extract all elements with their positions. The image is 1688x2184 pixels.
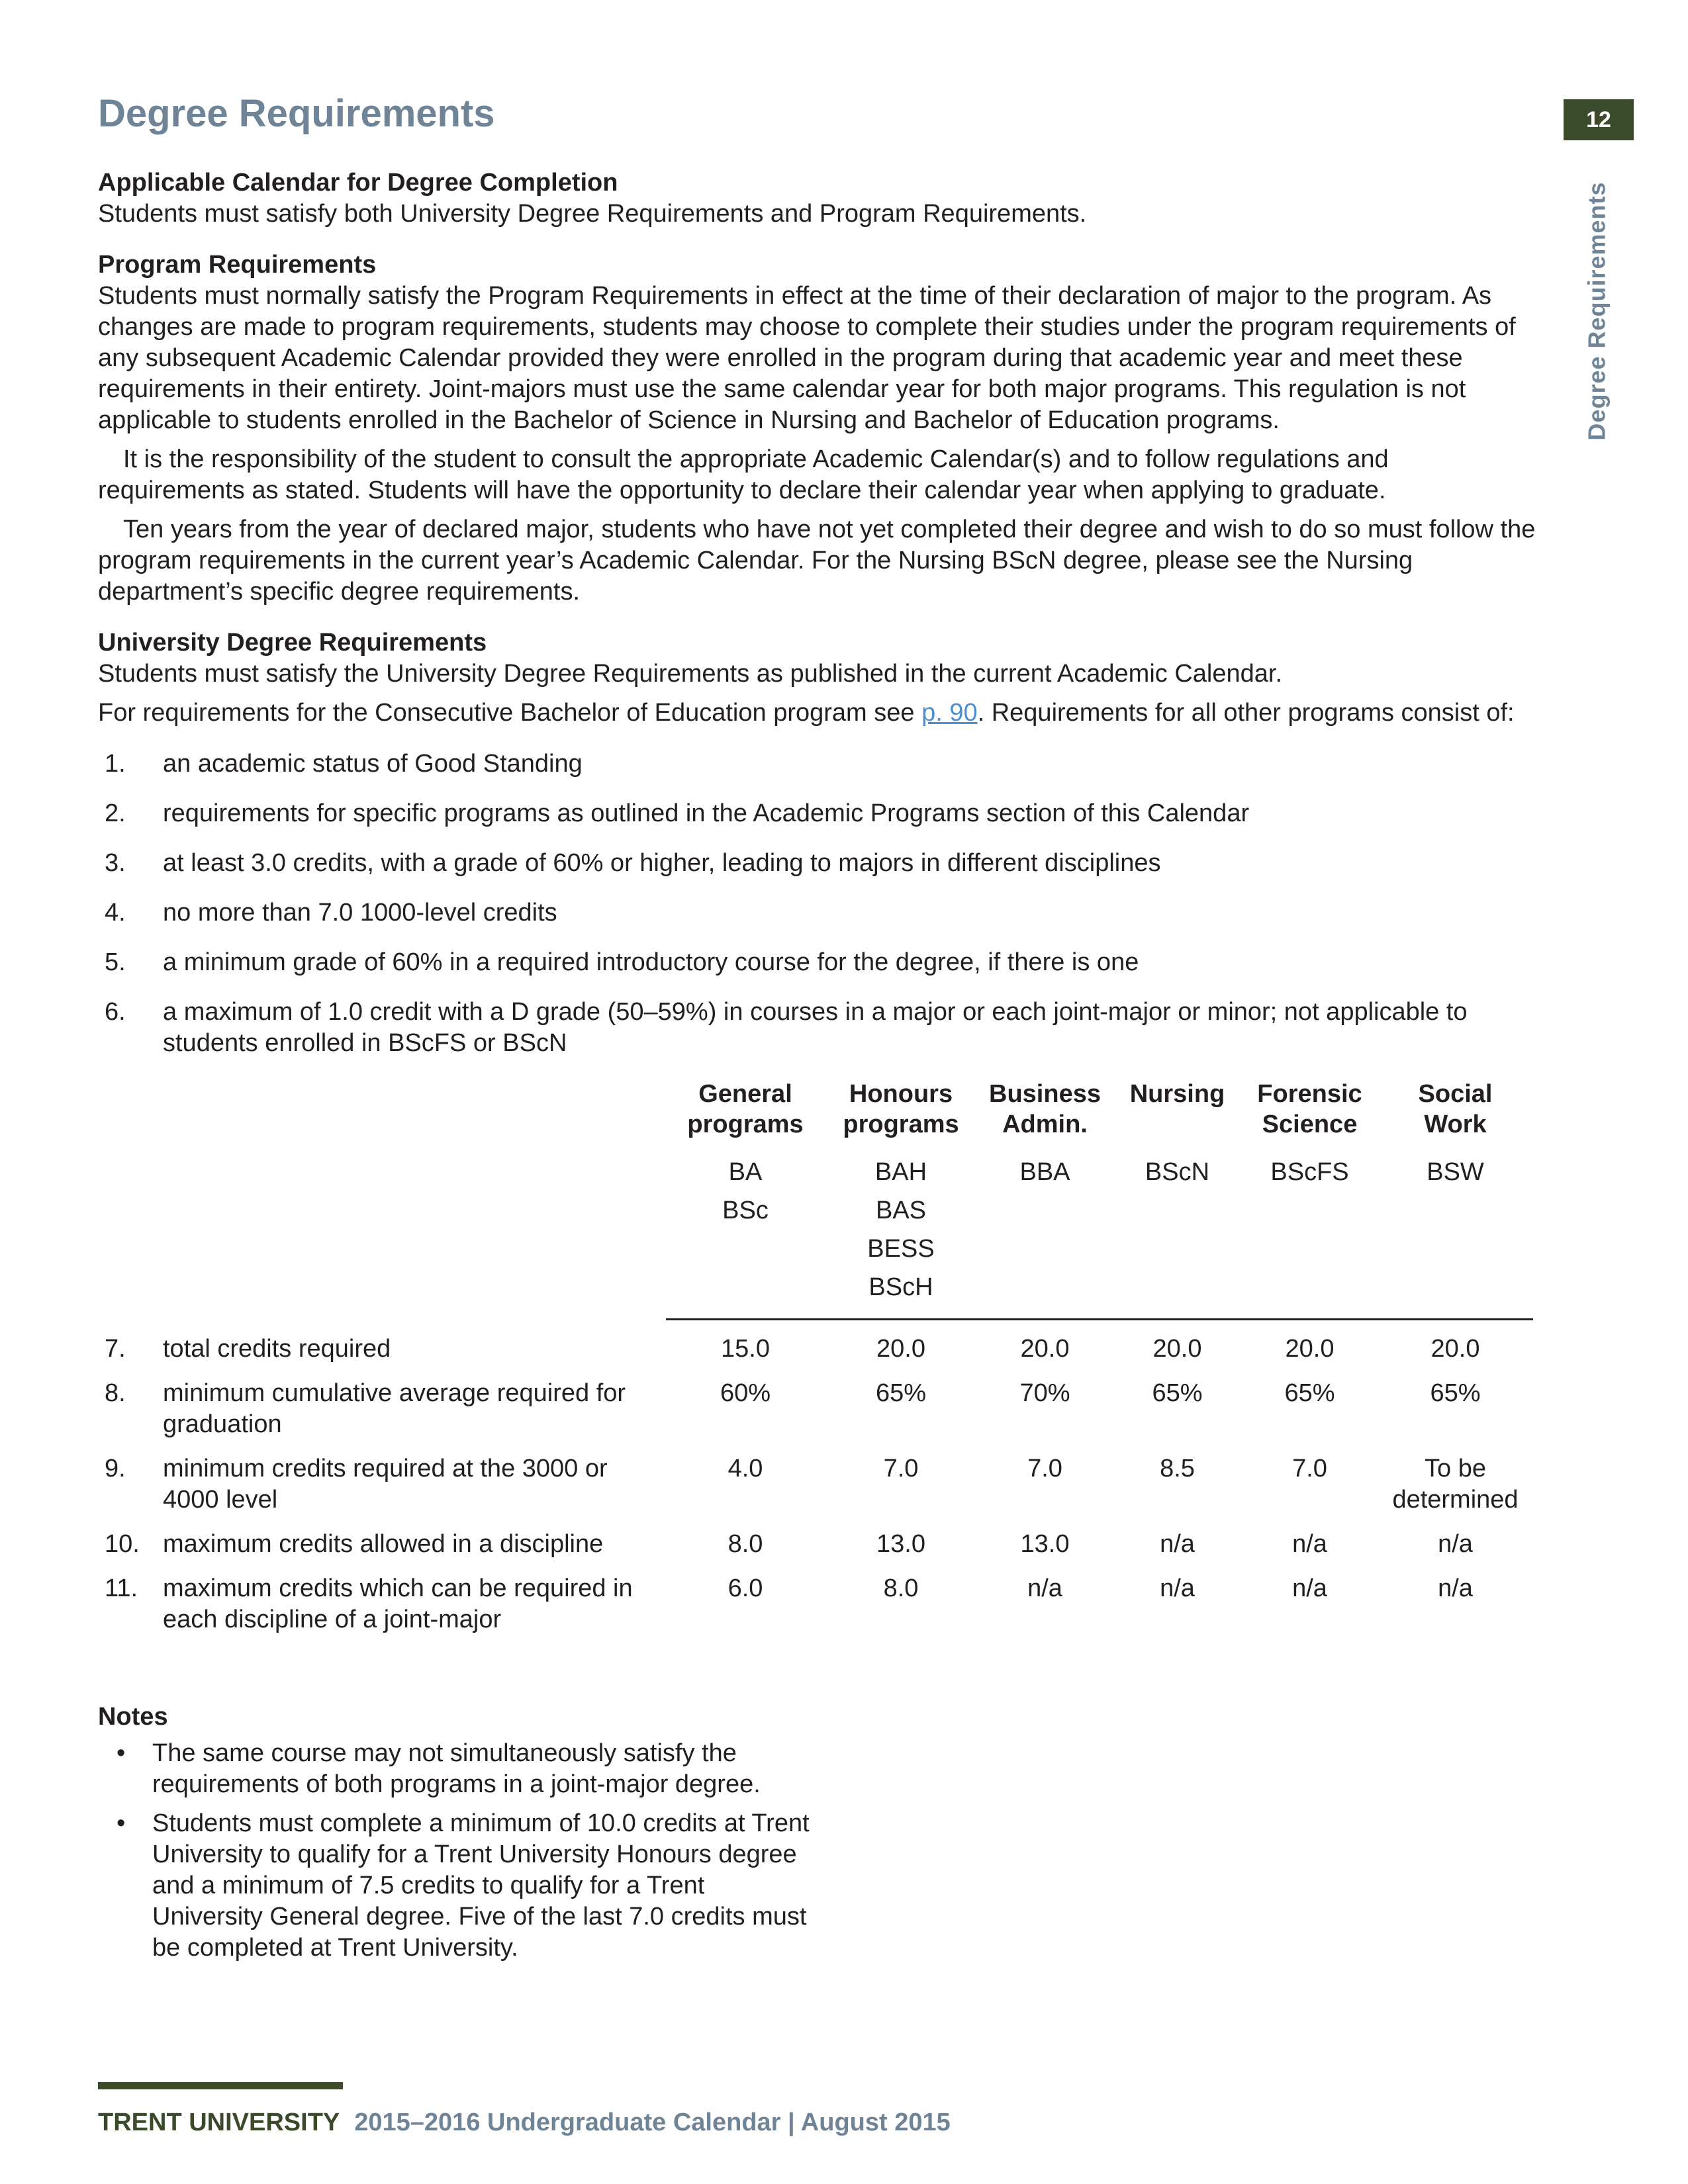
page-90-link[interactable]: p. 90 <box>921 699 978 727</box>
table-cell: 8.0 <box>727 1530 763 1558</box>
list-item-text: a maximum of 1.0 credit with a D grade (50–59%) in courses in a major or each joint-major or minor; not applicable to students enrolled in BScFS or BScN <box>163 998 1468 1057</box>
row-number: 7. <box>105 1335 126 1363</box>
table-cell: To be determined <box>1392 1455 1519 1514</box>
table-cell: n/a <box>1027 1574 1062 1602</box>
degree-codes-forensic: BScFS <box>1270 1158 1349 1186</box>
table-cell: 7.0 <box>1027 1455 1062 1482</box>
university-paragraph-2 <box>98 698 1541 729</box>
table-cell: 13.0 <box>1020 1530 1070 1558</box>
notes-section <box>98 1702 813 1964</box>
table-cell: 8.5 <box>1160 1455 1195 1482</box>
table-cell: n/a <box>1438 1530 1473 1558</box>
note-text: The same course may not simultaneously satisfy the requirements of both programs in a joint-major degree. <box>152 1739 761 1798</box>
column-header-forensic: Forensic Science <box>1257 1080 1362 1138</box>
column-header-social-work: Social Work <box>1418 1080 1493 1138</box>
table-cell: n/a <box>1438 1574 1473 1602</box>
list-item-number: 4. <box>105 899 126 927</box>
note-text: Students must complete a minimum of 10.0 credits at Trent University to qualify for a Trent University Honours degree and a minimum of 7.5 credits to qualify for a Trent University General degree. Five of the last 7.0 credits must be completed at Trent University. <box>152 1809 810 1962</box>
main-content <box>98 167 1541 1972</box>
table-header <box>666 1079 1541 1140</box>
program-heading: Program Requirements <box>98 251 377 279</box>
row-label: minimum cumulative average required for graduation <box>163 1379 626 1438</box>
table-cell: 8.0 <box>883 1574 919 1602</box>
table-cell: 20.0 <box>876 1335 925 1363</box>
list-item-number: 6. <box>105 998 126 1026</box>
university-paragraph-2-end: . Requirements for all other programs consist of: <box>977 699 1515 727</box>
degree-codes-general: BA BSc <box>722 1158 769 1224</box>
calendar-heading: Applicable Calendar for Degree Completion <box>98 169 618 197</box>
degree-codes-honours: BAH BAS BESS BScH <box>867 1158 935 1301</box>
table-row <box>98 1573 1541 1635</box>
table-cell: 20.0 <box>1430 1335 1480 1363</box>
table-cell: 65% <box>875 1379 927 1407</box>
table-cell: 7.0 <box>883 1455 919 1482</box>
list-item-number: 1. <box>105 750 126 778</box>
list-item <box>98 997 1541 1059</box>
bullet-icon: • <box>117 1739 126 1767</box>
table-cell: 4.0 <box>727 1455 763 1482</box>
university-heading: University Degree Requirements <box>98 629 487 657</box>
page-footer <box>98 2109 951 2137</box>
footer-calendar: 2015–2016 Undergraduate Calendar | August 2015 <box>354 2109 951 2136</box>
table-cell: 65% <box>1284 1379 1335 1407</box>
list-item-text: a minimum grade of 60% in a required introductory course for the degree, if there is one <box>163 948 1139 976</box>
row-number: 10. <box>105 1530 140 1558</box>
table-cell: 60% <box>720 1379 771 1407</box>
footer-university: TRENT UNIVERSITY <box>98 2109 340 2136</box>
list-item <box>98 848 1541 879</box>
table-divider <box>666 1318 1533 1320</box>
row-number: 9. <box>105 1455 126 1482</box>
program-paragraph-3: Ten years from the year of declared major, students who have not yet completed their degree and wish to do so must follow the program requirements in the current year’s Academic Calendar. For the Nursing BScN degree, please see the Nursing department’s specific degree requirements. <box>98 516 1536 606</box>
table-cell: 13.0 <box>876 1530 925 1558</box>
notes-list <box>98 1738 813 1964</box>
degree-codes-social-work: BSW <box>1427 1158 1484 1186</box>
table-cell: n/a <box>1160 1530 1195 1558</box>
side-section-label <box>1573 169 1621 453</box>
table-cell: 65% <box>1152 1379 1203 1407</box>
list-item-text: at least 3.0 credits, with a grade of 60% or higher, leading to majors in different disciplines <box>163 849 1161 877</box>
table-cell: n/a <box>1292 1574 1327 1602</box>
row-label: minimum credits required at the 3000 or 4000 level <box>163 1455 608 1514</box>
list-item-number: 2. <box>105 799 126 827</box>
program-paragraph-2: It is the responsibility of the student to consult the appropriate Academic Calendar(s) and to follow regulations and requirements as stated. Students will have the opportunity to declare their calendar year when applying to graduate. <box>98 445 1389 504</box>
table-cell: 6.0 <box>727 1574 763 1602</box>
row-number: 8. <box>105 1379 126 1407</box>
page-number-badge: 12 <box>1564 99 1634 140</box>
table-row <box>98 1453 1541 1516</box>
list-item <box>98 749 1541 780</box>
table-row <box>98 1334 1541 1365</box>
program-paragraph-1: Students must normally satisfy the Program Requirements in effect at the time of their declaration of major to the program. As changes are made to program requirements, students may choose to complete their studies under the program requirements of any subsequent Academic Calendar provided they were enrolled in the program during that academic year and meet these requirements in their entirety. Joint-majors must use the same calendar year for both major programs. This regulation is not applicable to students enrolled in the Bachelor of Science in Nursing and Bachelor of Education programs. <box>98 282 1516 434</box>
table-cell: 20.0 <box>1020 1335 1070 1363</box>
list-item <box>98 798 1541 829</box>
row-label: total credits required <box>163 1335 391 1363</box>
calendar-text: Students must satisfy both University Degree Requirements and Program Requirements. <box>98 200 1087 228</box>
list-item-text: no more than 7.0 1000-level credits <box>163 899 557 927</box>
list-item-number: 3. <box>105 849 126 877</box>
table-cell: n/a <box>1160 1574 1195 1602</box>
table-cell: n/a <box>1292 1530 1327 1558</box>
column-header-business: Business Admin. <box>989 1080 1101 1138</box>
bullet-icon: • <box>117 1809 126 1837</box>
university-paragraph-1: Students must satisfy the University Degree Requirements as published in the current Academic Calendar. <box>98 660 1283 688</box>
side-section-label-text: Degree Requirements <box>1583 181 1611 441</box>
list-item <box>98 1738 813 1800</box>
table-cell: 65% <box>1430 1379 1481 1407</box>
degree-codes-business: BBA <box>1019 1158 1070 1186</box>
requirements-table <box>98 1079 1541 1635</box>
table-cell: 7.0 <box>1292 1455 1327 1482</box>
table-cell: 15.0 <box>721 1335 770 1363</box>
column-header-general: General programs <box>687 1080 804 1138</box>
list-item <box>98 897 1541 929</box>
column-header-honours: Honours programs <box>843 1080 959 1138</box>
list-item <box>98 947 1541 978</box>
table-row <box>98 1529 1541 1560</box>
list-item-text: requirements for specific programs as outlined in the Academic Programs section of this Calendar <box>163 799 1250 827</box>
notes-heading: Notes <box>98 1703 168 1731</box>
row-label: maximum credits which can be required in each discipline of a joint-major <box>163 1574 633 1633</box>
list-item-number: 5. <box>105 948 126 976</box>
degree-codes-row <box>666 1153 1541 1306</box>
page-title: Degree Requirements <box>98 92 495 135</box>
footer-accent-bar <box>98 2082 343 2089</box>
table-cell: 20.0 <box>1152 1335 1202 1363</box>
column-header-nursing: Nursing <box>1129 1080 1225 1108</box>
requirements-list <box>98 749 1541 1059</box>
table-row <box>98 1378 1541 1440</box>
list-item <box>98 1808 813 1964</box>
row-label: maximum credits allowed in a discipline <box>163 1530 604 1558</box>
list-item-text: an academic status of Good Standing <box>163 750 583 778</box>
degree-codes-nursing: BScN <box>1145 1158 1210 1186</box>
row-number: 11. <box>105 1574 138 1602</box>
table-cell: 70% <box>1019 1379 1070 1407</box>
table-cell: 20.0 <box>1285 1335 1335 1363</box>
university-paragraph-2-start: For requirements for the Consecutive Bachelor of Education program see <box>98 699 922 727</box>
